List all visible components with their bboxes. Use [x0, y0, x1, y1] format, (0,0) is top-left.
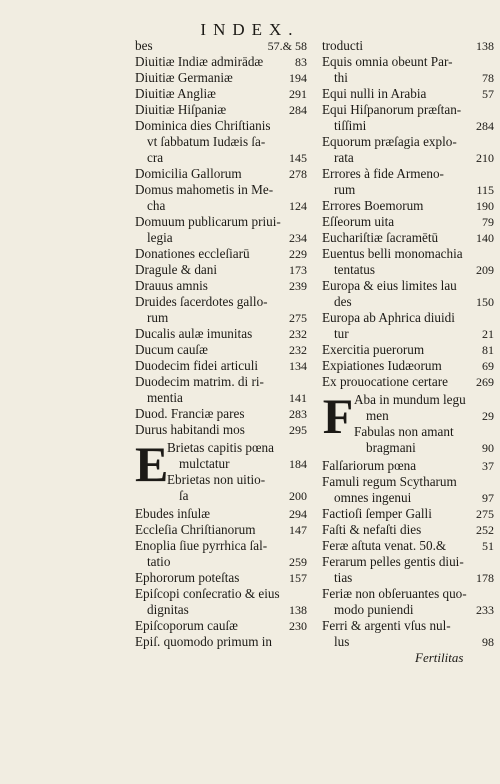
page-number: 138 [289, 603, 307, 617]
page-number: 115 [476, 183, 494, 197]
index-entry [135, 586, 307, 618]
entry-line: Druides ſacerdotes gallo- [135, 294, 268, 309]
index-entry [322, 54, 494, 86]
page-number: 78 [482, 71, 494, 85]
entry-text [322, 214, 494, 230]
entry-line: tur [334, 326, 349, 341]
page-number: 21 [482, 327, 494, 341]
index-entry [322, 554, 494, 586]
page-number: 51 [482, 539, 494, 553]
entry-line: rum [147, 310, 169, 325]
entry-text [322, 198, 494, 214]
index-entry [322, 230, 494, 246]
entry-line: Falſariorum pœna [322, 458, 417, 473]
index-entry [322, 198, 494, 214]
index-entry [135, 570, 307, 586]
entry-text [167, 440, 307, 472]
entry-text [322, 246, 494, 278]
page-number: 29 [482, 409, 494, 423]
entry-line: bragmani [366, 440, 416, 455]
entry-text [135, 262, 307, 278]
index-entry [322, 618, 494, 650]
entry-text [322, 458, 494, 474]
entry-text [135, 422, 307, 438]
entry-group-right-e [322, 38, 494, 390]
entry-line: Feræ aſtuta venat. 50.& [322, 538, 447, 553]
page-number: 278 [289, 167, 307, 181]
index-entry [322, 358, 494, 374]
page-number: 284 [476, 119, 494, 133]
entry-line: Eſſeorum uita [322, 214, 395, 229]
entry-text [135, 326, 307, 342]
entry-line: Domus mahometis in Me- [135, 182, 274, 197]
entry-text [322, 586, 494, 618]
index-entry [167, 440, 307, 472]
entry-text [135, 54, 307, 70]
page-number: 275 [289, 311, 307, 325]
entry-text [322, 310, 494, 342]
index-entry [354, 424, 494, 456]
page-number: 90 [482, 441, 494, 455]
index-entry [322, 374, 494, 390]
entry-line: mentia [147, 390, 183, 405]
index-entry [322, 342, 494, 358]
entry-line: Ebudes inſulæ [135, 506, 211, 521]
index-entry [135, 406, 307, 422]
page-number: 233 [476, 603, 494, 617]
index-entry [354, 392, 494, 424]
page-number: 194 [289, 71, 307, 85]
index-entry [322, 458, 494, 474]
entry-line: Enoplia ſiue pyrrhica ſal- [135, 538, 268, 553]
page-number: 184 [289, 457, 307, 471]
index-entry [135, 326, 307, 342]
index-entry [135, 70, 307, 86]
entry-line: Epiſ. quomodo primum in [135, 634, 273, 649]
entry-line: Ex prouocatione certare [322, 374, 448, 389]
entry-text [322, 38, 494, 54]
entry-line: Ducum cauſæ [135, 342, 208, 357]
entry-line: Expiationes Iudæorum [322, 358, 442, 373]
page-number: 157 [289, 571, 307, 585]
entry-line: troducti [322, 38, 364, 53]
page-number: 97 [482, 491, 494, 505]
entry-line: Epiſcoporum cauſæ [135, 618, 238, 633]
index-entry [135, 634, 307, 650]
running-head: INDEX. [200, 20, 300, 39]
index-entry [322, 38, 494, 54]
entry-group-right-f [322, 458, 494, 650]
entry-text [322, 522, 494, 538]
drop-initial-f: F [322, 388, 354, 444]
entry-line: Ferarum pelles gentis diui- [322, 554, 464, 569]
page-number: 79 [482, 215, 494, 229]
entry-line: rum [334, 182, 356, 197]
page-number: 147 [289, 523, 307, 537]
entry-line: Duodecim fidei articuli [135, 358, 259, 373]
entry-text [322, 102, 494, 134]
entry-text [135, 538, 307, 570]
entry-line: Euchariſtiæ ſacramētū [322, 230, 439, 245]
index-entry [322, 278, 494, 310]
index-entry [135, 374, 307, 406]
entry-line: Ducalis aulæ imunitas [135, 326, 253, 341]
entry-line: lus [334, 634, 350, 649]
index-entry [322, 506, 494, 522]
index-entry [135, 54, 307, 70]
entry-line: cha [147, 198, 166, 213]
index-entry [322, 102, 494, 134]
page-number: 37 [482, 459, 494, 473]
page-number: 57.& 58 [267, 39, 307, 53]
entry-text [135, 214, 307, 246]
page-number: 69 [482, 359, 494, 373]
entry-line: Equorum præſagia explo- [322, 134, 457, 149]
page-number: 209 [476, 263, 494, 277]
page-number: 295 [289, 423, 307, 437]
entry-line: Duod. Franciæ pares [135, 406, 245, 421]
index-column-left [135, 38, 307, 650]
index-entry [322, 214, 494, 230]
page-number: 141 [289, 391, 307, 405]
index-entry [135, 522, 307, 538]
page-number: 291 [289, 87, 307, 101]
entry-text [322, 86, 494, 102]
index-entry [322, 246, 494, 278]
entry-line: des [334, 294, 352, 309]
entry-line: Equis omnia obeunt Par- [322, 54, 453, 69]
entry-line: Fabulas non amant [354, 424, 454, 439]
index-entry [322, 538, 494, 554]
page-number: 140 [476, 231, 494, 245]
page-number: 138 [476, 39, 494, 53]
page-number: 190 [476, 199, 494, 213]
entry-line: Faſti & nefaſti dies [322, 522, 422, 537]
index-entry [322, 474, 494, 506]
entry-text [135, 246, 307, 262]
entry-line: Equi nulli in Arabia [322, 86, 427, 101]
index-entry [135, 278, 307, 294]
page-number: 283 [289, 407, 307, 421]
entry-line: Durus habitandi mos [135, 422, 245, 437]
page-number: 134 [289, 359, 307, 373]
index-entry [135, 166, 307, 182]
index-entry [135, 358, 307, 374]
entry-text [354, 392, 494, 424]
entry-line: Domuum publicarum priui- [135, 214, 281, 229]
entry-line: Duodecim matrim. di ri- [135, 374, 264, 389]
entry-text [135, 522, 307, 538]
entry-text [135, 618, 307, 634]
entry-text [322, 474, 494, 506]
section-f-block [322, 388, 494, 456]
entry-text [322, 554, 494, 586]
entry-line: vt ſabbatum Iudæis ſa- [147, 134, 266, 149]
page-number: 232 [289, 327, 307, 341]
entry-text [135, 294, 307, 326]
page-number: 232 [289, 343, 307, 357]
entry-text [135, 358, 307, 374]
entry-line: dignitas [147, 602, 189, 617]
index-entry [135, 246, 307, 262]
entry-text [135, 586, 307, 618]
entry-text [354, 424, 494, 456]
entry-text [322, 54, 494, 86]
entry-text [135, 166, 307, 182]
index-entry [135, 262, 307, 278]
entry-line: Equi Hiſpanorum præſtan- [322, 102, 462, 117]
entry-line: mulctatur [179, 456, 230, 471]
entry-text [322, 166, 494, 198]
entry-line: tatio [147, 554, 171, 569]
index-entry [135, 538, 307, 570]
page-number: 145 [289, 151, 307, 165]
entry-line: modo puniendi [334, 602, 414, 617]
entry-line: Euentus belli monomachia [322, 246, 463, 261]
entry-text [322, 538, 494, 554]
section-e-entries [167, 440, 307, 504]
page-number: 150 [476, 295, 494, 309]
entry-text [167, 472, 307, 504]
section-f-entries [354, 392, 494, 456]
entry-line: thi [334, 70, 348, 85]
entry-line: Ferri & argenti vſus nul- [322, 618, 451, 633]
page-number: 124 [289, 199, 307, 213]
index-entry [167, 472, 307, 504]
entry-line: Epiſcopi conſecratio & eius [135, 586, 280, 601]
index-entry [135, 422, 307, 438]
entry-line: Donationes eccleſiarū [135, 246, 250, 261]
page-number: 259 [289, 555, 307, 569]
page-number: 269 [476, 375, 494, 389]
index-entry [135, 182, 307, 214]
entry-line: Errores à fide Armeno- [322, 166, 444, 181]
entry-line: Europa & eius limites lau [322, 278, 457, 293]
index-entry [135, 506, 307, 522]
page-number: 239 [289, 279, 307, 293]
entry-line: tias [334, 570, 353, 585]
index-entry [322, 310, 494, 342]
entry-text [322, 230, 494, 246]
entry-text [322, 134, 494, 166]
entry-line: Factioſi ſemper Galli [322, 506, 432, 521]
entry-line: rata [334, 150, 354, 165]
entry-line: Eccleſia Chriſtianorum [135, 522, 256, 537]
index-entry [135, 86, 307, 102]
index-entry [322, 166, 494, 198]
entry-text [135, 182, 307, 214]
entry-line: ſa [179, 488, 189, 503]
index-entry [135, 118, 307, 166]
entry-line: Diuitiæ Hiſpaniæ [135, 102, 227, 117]
entry-line: Domicilia Gallorum [135, 166, 242, 181]
entry-text [135, 406, 307, 422]
entry-text [322, 342, 494, 358]
page-number: 98 [482, 635, 494, 649]
index-entry [322, 586, 494, 618]
page-number: 210 [476, 151, 494, 165]
page-number: 252 [476, 523, 494, 537]
entry-line: Errores Boemorum [322, 198, 424, 213]
entry-text [135, 118, 307, 166]
entry-text [135, 102, 307, 118]
entry-line: Europa ab Aphrica diuidi [322, 310, 455, 325]
page-number: 81 [482, 343, 494, 357]
entry-text [322, 358, 494, 374]
page-number: 230 [289, 619, 307, 633]
entry-line: Famuli regum Scytharum [322, 474, 457, 489]
index-entry [135, 102, 307, 118]
entry-text [135, 70, 307, 86]
entry-text [135, 634, 307, 650]
entry-line: Dominica dies Chriſtianis [135, 118, 271, 133]
page-number: 229 [289, 247, 307, 261]
entry-line: Diuitiæ Indiæ admirādæ [135, 54, 264, 69]
entry-line: legia [147, 230, 173, 245]
section-e-block [135, 436, 307, 504]
page-number: 173 [289, 263, 307, 277]
entry-line: Diuitiæ Angliæ [135, 86, 216, 101]
entry-text [135, 342, 307, 358]
entry-line: Ephororum poteſtas [135, 570, 240, 585]
entry-line: Dragule & dani [135, 262, 218, 277]
entry-line: Feriæ non obſeruantes quo- [322, 586, 467, 601]
entry-line: Brietas capitis pœna [167, 440, 274, 455]
index-entry [135, 214, 307, 246]
entry-group-left-d [135, 38, 307, 438]
page-number: 284 [289, 103, 307, 117]
entry-line: Aba in mundum legu [354, 392, 466, 407]
entry-group-left-e [135, 506, 307, 650]
entry-text [135, 374, 307, 406]
index-entry [322, 86, 494, 102]
index-entry [322, 522, 494, 538]
entry-text [322, 618, 494, 650]
entry-text [135, 506, 307, 522]
drop-initial-e: E [135, 436, 169, 492]
index-entry [135, 38, 307, 54]
entry-line: cra [147, 150, 164, 165]
page-number: 83 [295, 55, 307, 69]
page-number: 234 [289, 231, 307, 245]
page-number: 200 [289, 489, 307, 503]
entry-line: bes [135, 38, 153, 53]
entry-text [322, 374, 494, 390]
index-entry [135, 294, 307, 326]
entry-text [135, 278, 307, 294]
entry-line: tentatus [334, 262, 376, 277]
index-entry [135, 342, 307, 358]
index-column-right [322, 38, 494, 650]
entry-line: omnes ingenui [334, 490, 412, 505]
entry-line: Exercitia puerorum [322, 342, 425, 357]
entry-line: men [366, 408, 389, 423]
index-entry [322, 134, 494, 166]
entry-text [322, 278, 494, 310]
page-number: 294 [289, 507, 307, 521]
page-number: 57 [482, 87, 494, 101]
entry-line: Diuitiæ Germaniæ [135, 70, 233, 85]
entry-text [322, 506, 494, 522]
catchword: Fertilitas [415, 650, 464, 665]
entry-line: Drauus amnis [135, 278, 208, 293]
page-number: 275 [476, 507, 494, 521]
entry-line: Ebrietas non uitio- [167, 472, 266, 487]
page-number: 178 [476, 571, 494, 585]
entry-line: tiſſimi [334, 118, 367, 133]
entry-text [135, 570, 307, 586]
entry-text [135, 86, 307, 102]
index-entry [135, 618, 307, 634]
